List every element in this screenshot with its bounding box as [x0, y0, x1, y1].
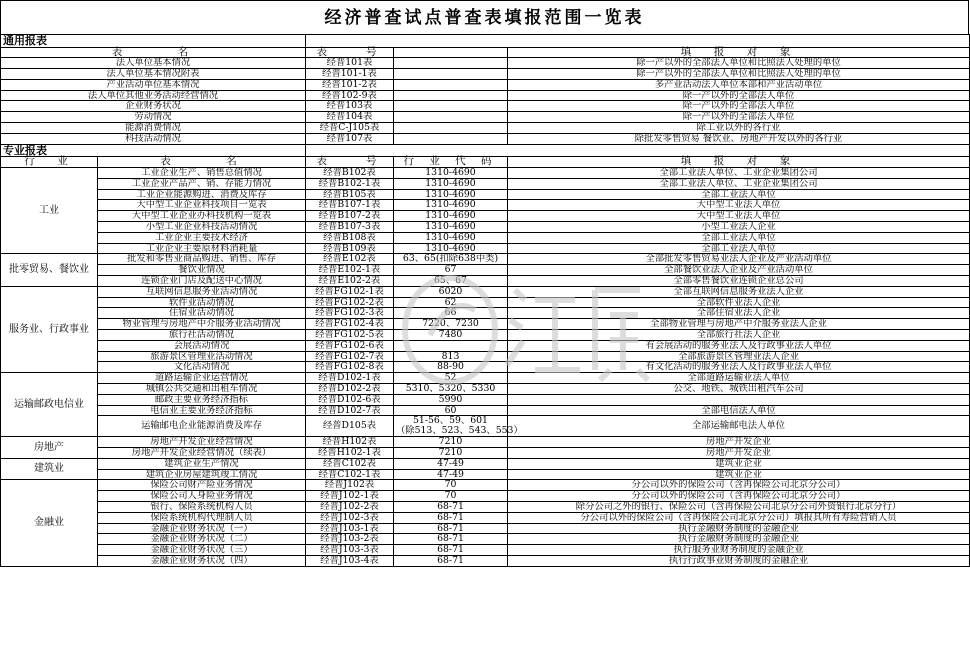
- target-cell: 分公司以外的保险公司（含再保险公司北京分公司）: [508, 480, 970, 491]
- table-code-cell: 经普H102-1表: [306, 448, 394, 459]
- industry-cell: 建筑业: [1, 458, 98, 480]
- table-name-cell: 能源消费情况: [1, 123, 306, 134]
- industry-code-cell: 47-49: [394, 458, 508, 469]
- table-name-cell: 餐饮业情况: [98, 265, 306, 276]
- blank-cell: [394, 90, 508, 101]
- table-code-cell: 经普FG102-6表: [306, 340, 394, 351]
- table-row: [1, 275, 970, 286]
- target-cell: 除一产以外的全部法人单位: [508, 90, 970, 101]
- target-cell: 分公司以外的保险公司（含再保险公司北京分公司）: [508, 491, 970, 502]
- table-row: [1, 556, 970, 567]
- table-row: [1, 297, 970, 308]
- industry-code-cell: [394, 415, 523, 437]
- header-industry-code: 行 业 代 码: [394, 157, 508, 168]
- table-name-cell: 保险系统机构代理制人员: [98, 512, 306, 523]
- general-section-label: 通用报表: [1, 35, 306, 48]
- target-cell: 全部零售餐饮业连锁企业总公司: [508, 275, 970, 286]
- industry-code-cell: 1310-4690: [394, 189, 508, 200]
- industry-code-line: （除513、523、543、553）: [396, 425, 523, 437]
- target-cell: 大中型工业法人单位: [508, 211, 970, 222]
- target-cell: 全部互联网信息服务业法人企业: [508, 286, 970, 297]
- blank-cell: [394, 133, 508, 144]
- target-cell: 有会展活动的服务业法人及行政事业法人单位: [508, 340, 970, 351]
- header-target: 填 报 对 象: [508, 47, 970, 58]
- table-code-cell: 经普E102表: [306, 254, 394, 265]
- table-code-cell: 经普FG102-8表: [306, 362, 394, 373]
- industry-cell: 房地产: [1, 437, 98, 459]
- industry-code-cell: 5310、5320、5330: [394, 383, 508, 394]
- table-name-cell: 连锁企业门店及配送中心情况: [98, 275, 306, 286]
- table-row: [1, 394, 970, 405]
- table-name-cell: 法人单位基本情况: [1, 58, 306, 69]
- table-row: [1, 383, 970, 394]
- table-code-cell: 经普103表: [306, 101, 394, 112]
- table-name-cell: 会展活动情况: [98, 340, 306, 351]
- table-code-cell: 经普J102-1表: [306, 491, 394, 502]
- table-name-cell: 旅行社活动情况: [98, 329, 306, 340]
- table-code-cell: 经普FG102-7表: [306, 351, 394, 362]
- target-cell: 全部物业管理与房地产中介服务业法人企业: [508, 319, 970, 330]
- table-row: [1, 58, 970, 69]
- table-code-cell: 经普FG102-3表: [306, 308, 394, 319]
- header-table-code: 表 号: [306, 157, 394, 168]
- table-name-cell: 建筑企业房屋建筑竣工情况: [98, 469, 306, 480]
- table-code-cell: 经普D102-6表: [306, 394, 394, 405]
- table-code-cell: 经普E102-2表: [306, 275, 394, 286]
- table-name-cell: 房地产开发企业经营情况（续表）: [98, 448, 306, 459]
- table-row: [1, 405, 970, 416]
- industry-code-cell: 813: [394, 351, 508, 362]
- target-cell: 执行金融财务制度的金融企业: [508, 534, 970, 545]
- target-cell: 全部工业法人单位: [508, 232, 970, 243]
- target-cell: 小型工业法人企业: [508, 221, 970, 232]
- table-name-cell: 银行、保险系统机构人员: [98, 502, 306, 513]
- industry-code-cell: 65、67: [394, 275, 508, 286]
- table-row: [1, 79, 970, 90]
- industry-code-cell: 70: [394, 491, 508, 502]
- table-name-cell: 工业企业主要技术经济: [98, 232, 306, 243]
- table-name-cell: 房地产开发企业经营情况: [98, 437, 306, 448]
- blank-cell: [394, 79, 508, 90]
- table-row: [1, 502, 970, 513]
- industry-code-cell: 1310-4690: [394, 221, 508, 232]
- table-row: [1, 254, 970, 265]
- table-code-cell: 经普B107-1表: [306, 200, 394, 211]
- table-code-cell: 经普D102-2表: [306, 383, 394, 394]
- industry-code-cell: 67: [394, 265, 508, 276]
- table-name-cell: 企业财务状况: [1, 101, 306, 112]
- table-code-cell: 经普C102-1表: [306, 469, 394, 480]
- table-name-cell: 运输邮电企业能源消费及库存: [98, 416, 306, 437]
- industry-code-cell: 5990: [394, 394, 508, 405]
- table-row: [1, 448, 970, 459]
- target-cell: 大中型工业法人单位: [508, 200, 970, 211]
- target-cell: 有文化活动的服务业法人及行政事业法人单位: [508, 362, 970, 373]
- industry-code-cell: 7480: [394, 329, 508, 340]
- target-cell: 除一产以外的全部法人单位和比照法人处理的单位: [508, 58, 970, 69]
- industry-code-cell: 68-71: [394, 545, 508, 556]
- table-name-cell: 金融企业财务状况（四）: [98, 556, 306, 567]
- table-row: [1, 523, 970, 534]
- table-name-cell: 物业管理与房地产中介服务业活动情况: [98, 319, 306, 330]
- target-cell: 全部批发零售贸易业法人企业及产业活动单位: [508, 254, 970, 265]
- table-row: [1, 211, 970, 222]
- table-name-cell: 道路运输企业运营情况: [98, 373, 306, 384]
- table-name-cell: 法人单位基本情况附表: [1, 69, 306, 80]
- scope-table: [0, 34, 970, 567]
- sheet-title: 经济普查试点普查表填报范围一览表: [0, 0, 969, 34]
- table-row: [1, 69, 970, 80]
- table-code-cell: 经普107表: [306, 133, 394, 144]
- industry-code-cell: 1310-4690: [394, 243, 508, 254]
- target-cell: 多产业活动法人单位本部和产业活动单位: [508, 79, 970, 90]
- target-cell: 除一产以外的全部法人单位和比照法人处理的单位: [508, 69, 970, 80]
- table-row: [1, 319, 970, 330]
- section-blank: [306, 35, 970, 48]
- table-code-cell: 经普C102表: [306, 458, 394, 469]
- target-cell: 全部工业法人单位: [508, 243, 970, 254]
- table-row: [1, 373, 970, 384]
- industry-code-cell: 66: [394, 308, 508, 319]
- table-code-cell: 经普J102-2表: [306, 502, 394, 513]
- table-row: [1, 112, 970, 123]
- table-row: [1, 286, 970, 297]
- industry-code-cell: 68-71: [394, 534, 508, 545]
- table-row: [1, 178, 970, 189]
- target-cell: 全部运输邮电法人单位: [508, 416, 970, 437]
- target-cell: 执行金融财务制度的金融企业: [508, 523, 970, 534]
- industry-code-cell: 63、65(扣除638中类): [394, 254, 508, 265]
- table-code-cell: 经普D105表: [306, 416, 394, 437]
- table-name-cell: 工业企业能源购进、消费及库存: [98, 189, 306, 200]
- table-row: [1, 308, 970, 319]
- table-name-cell: 工业企业产品产、销、存能力情况: [98, 178, 306, 189]
- target-cell: 全部工业法人单位、工业企业集团公司: [508, 178, 970, 189]
- table-code-cell: 经普B107-3表: [306, 221, 394, 232]
- table-row: [1, 232, 970, 243]
- table-name-cell: 保险公司人身险业务情况: [98, 491, 306, 502]
- target-cell: 全部工业法人单位: [508, 189, 970, 200]
- table-code-cell: 经普FG102-4表: [306, 319, 394, 330]
- table-row: [1, 534, 970, 545]
- blank-cell: [394, 58, 508, 69]
- industry-code-cell: 6020: [394, 286, 508, 297]
- blank-cell: [394, 123, 508, 134]
- target-cell: 分公司以外的保险公司（含再保险公司北京分公司）填报其所有寿险营销人员: [508, 512, 970, 523]
- table-name-cell: 文化活动情况: [98, 362, 306, 373]
- table-code-cell: 经普B108表: [306, 232, 394, 243]
- table-name-cell: 邮政主要业务经济指标: [98, 394, 306, 405]
- table-name-cell: 旅游景区管理业活动情况: [98, 351, 306, 362]
- table-name-cell: 大中型工业企业科技项目一览表: [98, 200, 306, 211]
- blank-cell: [394, 101, 508, 112]
- target-cell: 全部软件业法人企业: [508, 297, 970, 308]
- industry-code-line: 51-56、59、601: [413, 415, 488, 427]
- table-code-cell: 经普E102-1表: [306, 265, 394, 276]
- table-code-cell: 经普J103-2表: [306, 534, 394, 545]
- industry-cell: 服务业、行政事业: [1, 286, 98, 372]
- table-name-cell: 城镇公共交通和出租车情况: [98, 383, 306, 394]
- industry-code-cell: 1310-4690: [394, 178, 508, 189]
- blank-cell: [394, 112, 508, 123]
- header-industry: 行 业: [1, 157, 98, 168]
- industry-cell: 金融业: [1, 480, 98, 566]
- industry-code-cell: [394, 340, 508, 351]
- industry-code-cell: 68-71: [394, 556, 508, 567]
- blank-cell: [394, 69, 508, 80]
- industry-code-cell: 60: [394, 405, 508, 416]
- table-code-cell: 经普B102表: [306, 167, 394, 178]
- table-code-cell: 经普J102-3表: [306, 512, 394, 523]
- target-cell: 全部餐饮业法人企业及产业活动单位: [508, 265, 970, 276]
- target-cell: 除一产以外的全部法人单位: [508, 101, 970, 112]
- table-name-cell: 产业活动单位基本情况: [1, 79, 306, 90]
- table-code-cell: 经普J103-4表: [306, 556, 394, 567]
- industry-code-cell: 68-71: [394, 512, 508, 523]
- industry-cell: 批零贸易、餐饮业: [1, 254, 98, 286]
- target-cell: 建筑业企业: [508, 469, 970, 480]
- header-table-code: 表 号: [306, 47, 394, 58]
- table-name-cell: 保险公司财产险业务情况: [98, 480, 306, 491]
- target-cell: 除批发零售贸易 餐饮业、房地产开发以外的各行业: [508, 133, 970, 144]
- table-row: [1, 437, 970, 448]
- table-code-cell: 经普B102-1表: [306, 178, 394, 189]
- industry-code-cell: 68-71: [394, 502, 508, 513]
- table-code-cell: 经普FG102-1表: [306, 286, 394, 297]
- table-code-cell: 经普J103-1表: [306, 523, 394, 534]
- target-cell: 执行行政事业财务制度的金融企业: [508, 556, 970, 567]
- table-name-cell: 法人单位其他业务活动经营情况: [1, 90, 306, 101]
- special-section-label: 专业报表: [1, 144, 306, 157]
- target-cell: 除工业以外的各行业: [508, 123, 970, 134]
- industry-code-cell: 1310-4690: [394, 211, 508, 222]
- target-cell: 除分公司之外的银行、保险公司（含再保险公司北京分公司外资银行北京分行）: [508, 502, 970, 513]
- table-code-cell: 经普101-1表: [306, 69, 394, 80]
- table-name-cell: 工业企业主要原材料消耗量: [98, 243, 306, 254]
- table-code-cell: 经普J102表: [306, 480, 394, 491]
- table-code-cell: 经普101表: [306, 58, 394, 69]
- table-name-cell: 小型工业企业科技活动情况: [98, 221, 306, 232]
- table-code-cell: 经普C-J105表: [306, 123, 394, 134]
- industry-code-cell: 70: [394, 480, 508, 491]
- table-name-cell: 批发和零售业商品购进、销售、库存: [98, 254, 306, 265]
- target-cell: 全部道路运输业法人单位: [508, 373, 970, 384]
- table-row: [1, 133, 970, 144]
- industry-code-cell: 7220、7230: [394, 319, 508, 330]
- table-row: [1, 491, 970, 502]
- industry-cell: 工业: [1, 167, 98, 253]
- table-row: [1, 545, 970, 556]
- target-cell: 全部住宿业法人企业: [508, 308, 970, 319]
- header-table-name: 表 名: [1, 47, 306, 58]
- industry-cell: 运输邮政电信业: [1, 373, 98, 437]
- target-cell: 全部工业法人单位、工业企业集团公司: [508, 167, 970, 178]
- target-cell: 全部旅游景区管理业法人企业: [508, 351, 970, 362]
- industry-code-cell: 1310-4690: [394, 232, 508, 243]
- table-code-cell: 经普B105表: [306, 189, 394, 200]
- target-cell: 房地产开发企业: [508, 437, 970, 448]
- table-row: [1, 340, 970, 351]
- industry-code-cell: 7210: [394, 437, 508, 448]
- target-cell: 除一产以外的全部法人单位: [508, 112, 970, 123]
- table-code-cell: 经普104表: [306, 112, 394, 123]
- table-name-cell: 电信业主要业务经济指标: [98, 405, 306, 416]
- table-code-cell: 经普B107-2表: [306, 211, 394, 222]
- special-header-row: [1, 157, 970, 168]
- target-cell: 房地产开发企业: [508, 448, 970, 459]
- table-code-cell: 经普H102表: [306, 437, 394, 448]
- target-cell: 全部旅行社法人企业: [508, 329, 970, 340]
- industry-code-cell: 47-49: [394, 469, 508, 480]
- table-row: [1, 362, 970, 373]
- table-row: [1, 265, 970, 276]
- industry-code-cell: 1310-4690: [394, 167, 508, 178]
- table-row: [1, 416, 970, 437]
- table-code-cell: 经普FG102-2表: [306, 297, 394, 308]
- table-row: [1, 458, 970, 469]
- table-code-cell: 经普B109表: [306, 243, 394, 254]
- industry-code-cell: 7210: [394, 448, 508, 459]
- header-blank: [394, 47, 508, 58]
- target-cell: 执行服务业财务制度的金融企业: [508, 545, 970, 556]
- table-code-cell: 经普J103-3表: [306, 545, 394, 556]
- target-cell: 全部电信法人单位: [508, 405, 970, 416]
- industry-code-cell: 68-71: [394, 523, 508, 534]
- table-name-cell: 劳动情况: [1, 112, 306, 123]
- table-row: [1, 512, 970, 523]
- target-cell: 建筑业企业: [508, 458, 970, 469]
- table-row: [1, 167, 970, 178]
- header-table-name: 表 名: [98, 157, 306, 168]
- industry-code-cell: 52: [394, 373, 508, 384]
- industry-code-cell: 1310-4690: [394, 200, 508, 211]
- table-name-cell: 科技活动情况: [1, 133, 306, 144]
- table-name-cell: 大中型工业企业办科技机构一览表: [98, 211, 306, 222]
- header-target: 填 报 对 象: [508, 157, 970, 168]
- table-code-cell: 经普D102-7表: [306, 405, 394, 416]
- table-code-cell: 经普101-2表: [306, 79, 394, 90]
- target-cell: 公交、地铁、城铁出租汽车公司: [508, 383, 970, 394]
- table-name-cell: 软件业活动情况: [98, 297, 306, 308]
- table-name-cell: 工业企业生产、销售总值情况: [98, 167, 306, 178]
- table-code-cell: 经普102-9表: [306, 90, 394, 101]
- table-name-cell: 互联网信息服务业活动情况: [98, 286, 306, 297]
- table-name-cell: 金融企业财务状况（三）: [98, 545, 306, 556]
- table-row: [1, 221, 970, 232]
- industry-code-cell: 88-90: [394, 362, 508, 373]
- table-code-cell: 经普FG102-5表: [306, 329, 394, 340]
- table-code-cell: 经普D102-1表: [306, 373, 394, 384]
- table-name-cell: 住宿业活动情况: [98, 308, 306, 319]
- table-row: [1, 123, 970, 134]
- table-row: [1, 329, 970, 340]
- target-cell: [508, 394, 970, 405]
- table-name-cell: 金融企业财务状况（一）: [98, 523, 306, 534]
- industry-code-cell: 62: [394, 297, 508, 308]
- table-name-cell: 金融企业财务状况（二）: [98, 534, 306, 545]
- table-name-cell: 建筑企业生产情况: [98, 458, 306, 469]
